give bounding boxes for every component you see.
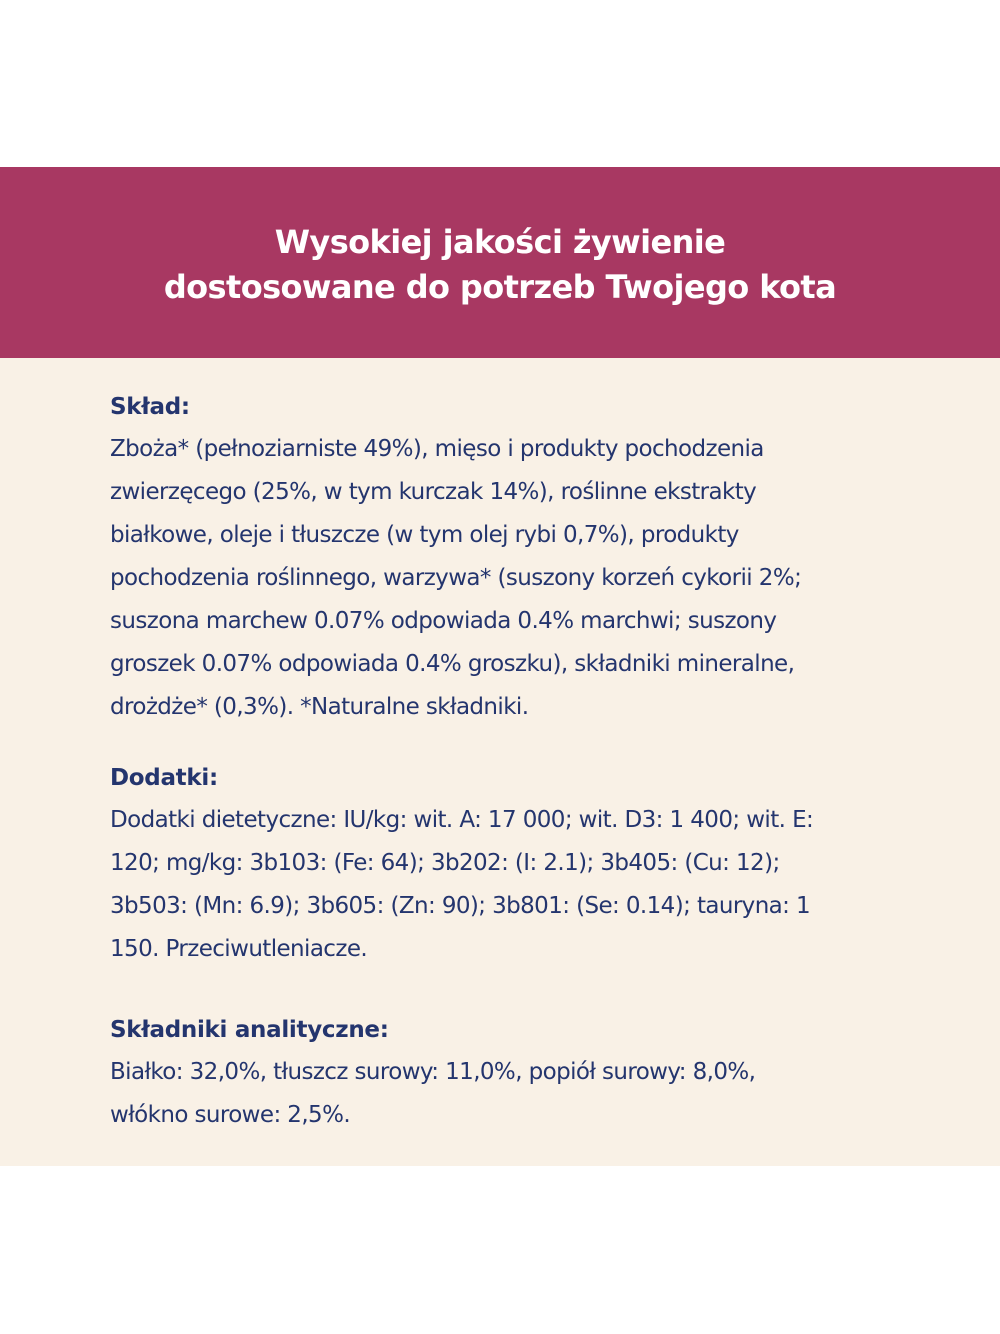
banner-title-line-1: Wysokiej jakości żywienie <box>274 222 726 261</box>
analytical-heading: Składniki analityczne: <box>110 1017 389 1043</box>
additives-line: 3b503: (Mn: 6.9); 3b605: (Zn: 90); 3b801: (Se: 0.14); tauryna: 1 <box>110 893 811 919</box>
composition-line: zwierzęcego (25%, w tym kurczak 14%), roślinne ekstrakty <box>110 479 757 505</box>
composition-line: suszona marchew 0.07% odpowiada 0.4% marchwi; suszony <box>110 608 777 634</box>
additives-line: 150. Przeciwutleniacze. <box>110 936 368 962</box>
analytical-section <box>110 1015 900 1137</box>
title-banner <box>0 167 1000 358</box>
composition-line: drożdże* (0,3%). *Naturalne składniki. <box>110 694 529 720</box>
analytical-line: włókno surowe: 2,5%. <box>110 1102 351 1128</box>
additives-line: 120; mg/kg: 3b103: (Fe: 64); 3b202: (I: 2.1); 3b405: (Cu: 12); <box>110 850 780 876</box>
composition-line: Zboża* (pełnoziarniste 49%), mięso i produkty pochodzenia <box>110 436 764 462</box>
analytical-line: Białko: 32,0%, tłuszcz surowy: 11,0%, popiół surowy: 8,0%, <box>110 1059 756 1085</box>
additives-line: Dodatki dietetyczne: IU/kg: wit. A: 17 000; wit. D3: 1 400; wit. E: <box>110 807 814 833</box>
composition-line: pochodzenia roślinnego, warzywa* (suszony korzeń cykorii 2%; <box>110 565 802 591</box>
additives-section <box>110 763 900 971</box>
additives-heading: Dodatki: <box>110 765 218 791</box>
composition-heading: Skład: <box>110 394 190 420</box>
composition-section <box>110 392 900 729</box>
composition-line: białkowe, oleje i tłuszcze (w tym olej rybi 0,7%), produkty <box>110 522 739 548</box>
composition-line: groszek 0.07% odpowiada 0.4% groszku), składniki mineralne, <box>110 651 795 677</box>
banner-title-line-2: dostosowane do potrzeb Twojego kota <box>163 267 837 306</box>
